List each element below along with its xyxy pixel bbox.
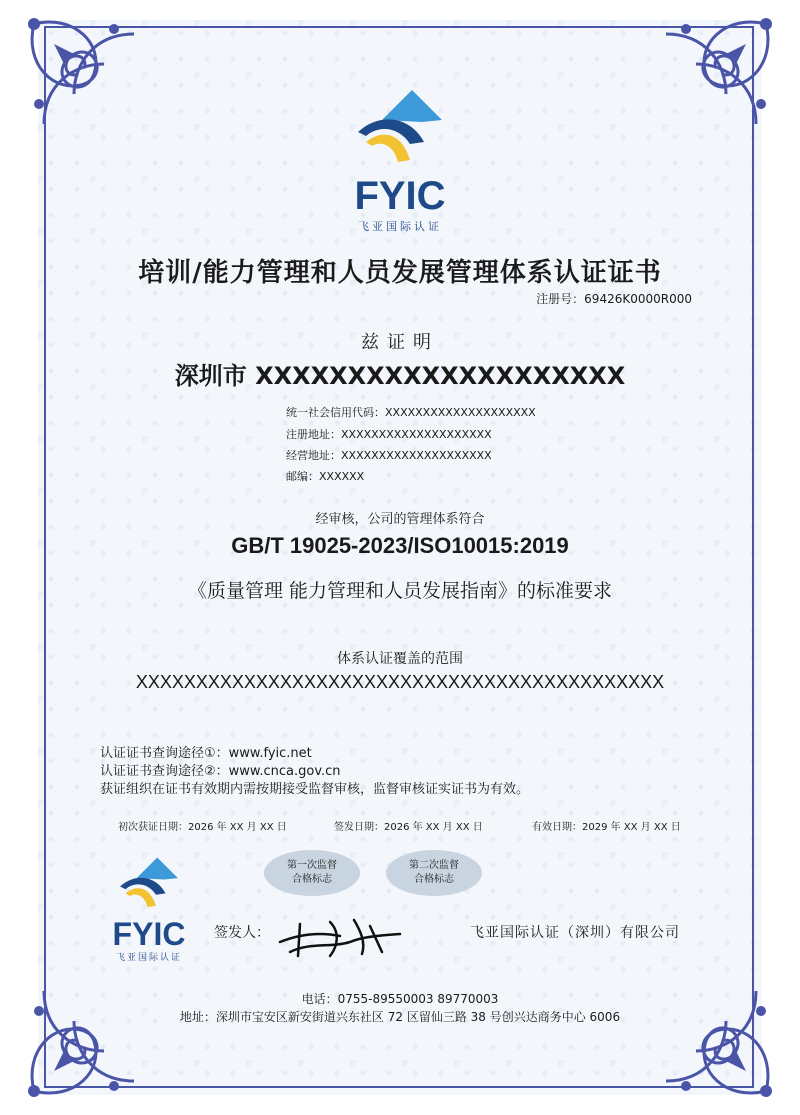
corner-ornament-top-right [636, 4, 786, 154]
query-line-2: 认证证书查询途径②：www.cnca.gov.cn [100, 764, 341, 779]
second-surveillance-seal [386, 850, 482, 896]
brand-name: FYIC [354, 174, 446, 218]
first-seal-line-1: 第一次监督 [287, 860, 337, 871]
standard-name: 《质量管理 能力管理和人员发展指南》的标准要求 [187, 580, 613, 602]
business-address-label: 经营地址： [286, 449, 341, 462]
registration-number: 注册号：69426K0000R000 [536, 292, 692, 306]
postcode-label: 邮编： [286, 470, 319, 483]
business-address-value: XXXXXXXXXXXXXXXXXXXX [341, 449, 492, 462]
brand-logo-top [340, 82, 460, 237]
signature-icon [270, 912, 410, 962]
corner-ornament-bottom-right [636, 961, 786, 1111]
brand-logo-bottom [104, 852, 194, 963]
scope-text: XXXXXXXXXXXXXXXXXXXXXXXXXXXXXXXXXXXXXXXXXXXX [135, 672, 665, 692]
expiry-date: 有效日期：2029 年 XX 月 XX 日 [532, 822, 681, 833]
logo-mark-bottom-icon [104, 852, 194, 914]
query-line-1: 认证证书查询途径①：www.fyic.net [100, 746, 312, 761]
credit-code-value: XXXXXXXXXXXXXXXXXXXX [385, 406, 536, 419]
issue-date: 签发日期：2026 年 XX 月 XX 日 [334, 822, 483, 833]
audit-text: 经审核，公司的管理体系符合 [315, 512, 485, 527]
brand-subtitle-bottom: 飞亚国际认证 [115, 953, 182, 963]
postcode-line [286, 468, 364, 484]
corner-ornament-top-left [14, 4, 164, 154]
issuer-company: 飞亚国际认证（深圳）有限公司 [470, 925, 680, 941]
first-seal-line-2: 合格标志 [292, 874, 332, 885]
first-surveillance-seal [264, 850, 360, 896]
standard-code: GB/T 19025-2023/ISO10015:2019 [231, 533, 569, 558]
registered-address-value: XXXXXXXXXXXXXXXXXXXX [341, 428, 492, 441]
registered-address-label: 注册地址： [286, 428, 341, 441]
scope-label: 体系认证覆盖的范围 [337, 651, 463, 667]
address: 地址：深圳市宝安区新安街道兴东社区 72 区留仙三路 38 号创兴达商务中心 6006 [179, 1010, 621, 1024]
postcode-value: XXXXXX [319, 470, 365, 483]
second-seal-line-1: 第二次监督 [409, 860, 459, 871]
certificate-title: 培训/能力管理和人员发展管理体系认证证书 [138, 258, 662, 288]
credit-code-line [286, 404, 536, 420]
signer-label: 签发人： [214, 925, 270, 941]
validity-note: 获证组织在证书有效期内需按期接受监督审核，监督审核证实证书为有效。 [100, 782, 530, 797]
company-name: 深圳市 XXXXXXXXXXXXXXXXXXXX [174, 362, 626, 390]
certify-text: 兹证明 [361, 332, 439, 353]
second-seal-line-2: 合格标志 [414, 874, 454, 885]
brand-subtitle: 飞亚国际认证 [358, 220, 442, 233]
registered-address-line [286, 426, 492, 442]
initial-date: 初次获证日期：2026 年 XX 月 XX 日 [118, 822, 287, 833]
credit-code-label: 统一社会信用代码： [286, 406, 385, 419]
brand-name-bottom: FYIC [112, 916, 186, 952]
telephone: 电话：0755-89550003 89770003 [301, 992, 499, 1006]
logo-mark-icon [340, 82, 460, 172]
business-address-line [286, 447, 492, 463]
corner-ornament-bottom-left [14, 961, 164, 1111]
